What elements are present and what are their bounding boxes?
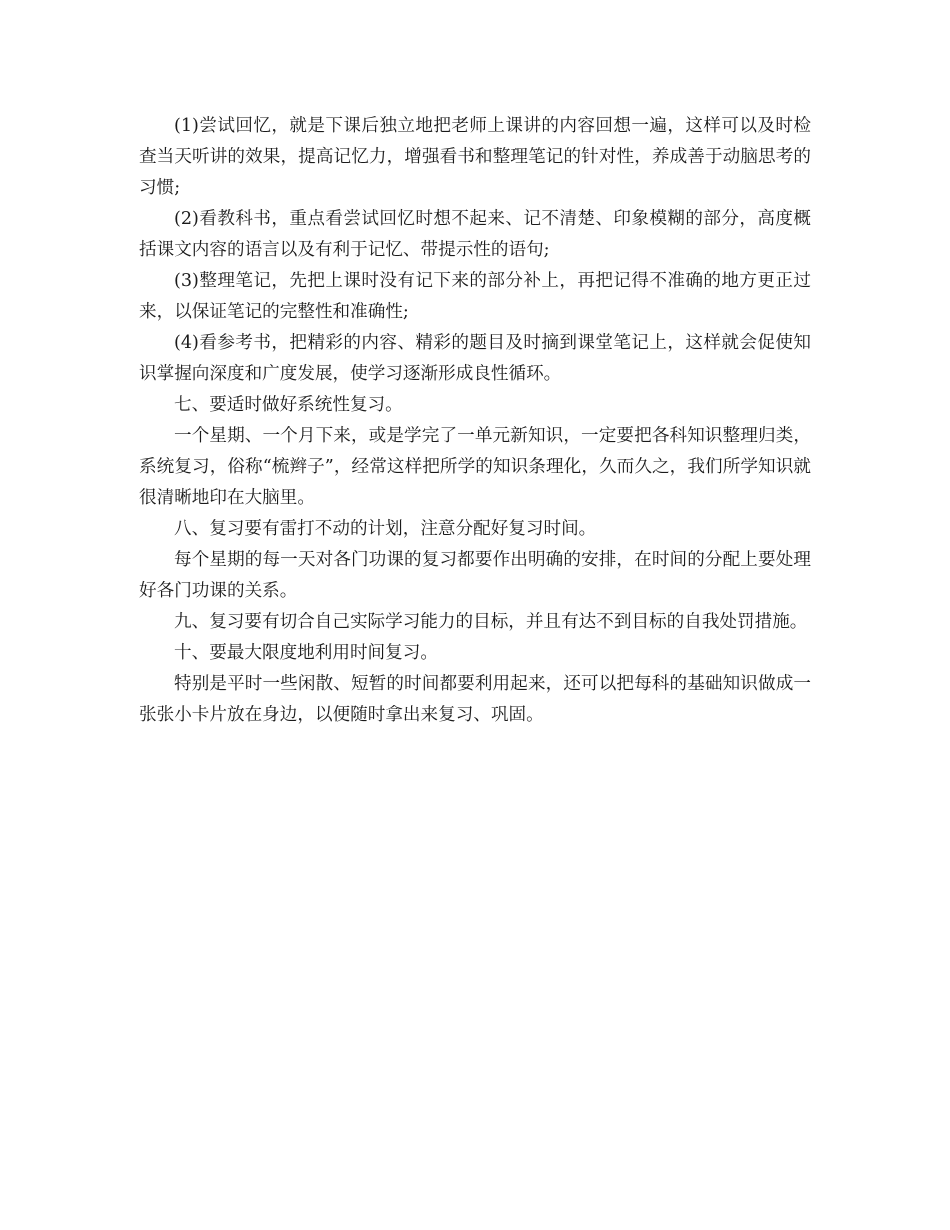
paragraph-use-spare-time: 特别是平时一些闲散、短暂的时间都要利用起来，还可以把每科的基础知识做成一张张小卡片放在身边，以便随时拿出来复习、巩固。: [139, 674, 811, 725]
paragraph-weekly-plan: 每个星期的每一天对各门功课的复习都要作出明确的安排，在时间的分配上要处理好各门功课的关系。: [139, 550, 811, 601]
document-body: [139, 111, 811, 731]
paragraph-review-step-1: (1)尝试回忆，就是下课后独立地把老师上课讲的内容回想一遍，这样可以及时检查当天听讲的效果，提高记忆力，增强看书和整理笔记的针对性，养成善于动脑思考的习惯;: [139, 116, 811, 198]
section-heading-8: 八、复习要有雷打不动的计划，注意分配好复习时间。: [174, 519, 597, 539]
paragraph-review-step-3: (3)整理笔记，先把上课时没有记下来的部分补上，再把记得不准确的地方更正过来，以保证笔记的完整性和准确性;: [139, 271, 811, 322]
section-heading-9: 九、复习要有切合自己实际学习能力的目标，并且有达不到目标的自我处罚措施。: [174, 612, 808, 632]
paragraph-systematic-review: 一个星期、一个月下来，或是学完了一单元新知识，一定要把各科知识整理归类，系统复习，俗称“梳辫子”，经常这样把所学的知识条理化，久而久之，我们所学知识就很清晰地印在大脑里。: [139, 426, 811, 508]
paragraph-review-step-2: (2)看教科书，重点看尝试回忆时想不起来、记不清楚、印象模糊的部分，高度概括课文内容的语言以及有利于记忆、带提示性的语句;: [139, 209, 811, 260]
section-heading-10: 十、要最大限度地利用时间复习。: [174, 643, 438, 663]
paragraph-review-step-4: (4)看参考书，把精彩的内容、精彩的题目及时摘到课堂笔记上，这样就会促使知识掌握向深度和广度发展，使学习逐渐形成良性循环。: [139, 333, 811, 384]
section-heading-7: 七、要适时做好系统性复习。: [174, 395, 403, 415]
